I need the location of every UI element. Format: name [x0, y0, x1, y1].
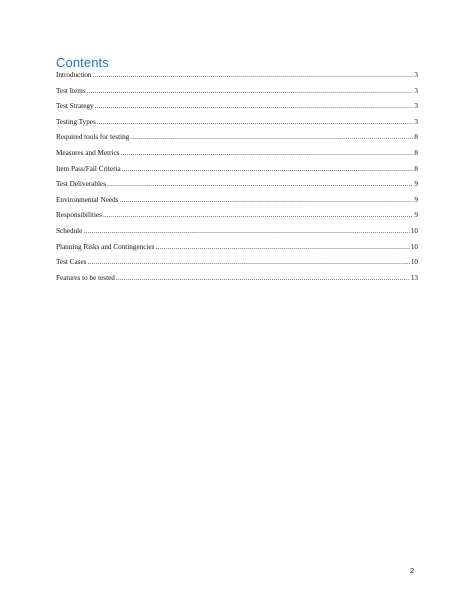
toc-entry-title: Test Strategy: [56, 102, 94, 111]
toc-entry-page: 3: [414, 102, 418, 111]
toc-dot-leader: [119, 196, 413, 204]
toc-dot-leader: [87, 87, 414, 95]
toc-entry-test-strategy[interactable]: [56, 102, 418, 118]
toc-entry-title: Environmental Needs: [56, 195, 119, 204]
toc-entry-title: Test Deliverables: [56, 180, 106, 189]
toc-dot-leader: [87, 258, 409, 266]
toc-entry-title: Testing Types: [56, 117, 96, 126]
toc-dot-leader: [107, 180, 413, 188]
toc-entry-page: 3: [414, 117, 418, 126]
toc-entry-title: Responsibilities: [56, 211, 102, 220]
toc-entry-page: 10: [410, 226, 418, 235]
toc-entry-page: 13: [410, 273, 418, 282]
toc-list: [56, 71, 418, 289]
toc-entry-page: 9: [414, 195, 418, 204]
toc-entry-title: Measures and Metrics: [56, 148, 120, 157]
toc-dot-leader: [103, 211, 413, 219]
toc-entry-page: 3: [414, 71, 418, 79]
toc-entry-page: 10: [410, 242, 418, 251]
toc-entry-title: Introduction: [56, 71, 92, 79]
toc-entry-page: 9: [414, 180, 418, 189]
toc-entry-planning-risks[interactable]: [56, 243, 418, 259]
toc-entry-page: 3: [414, 86, 418, 95]
toc-entry-title: Test Cases: [56, 258, 87, 267]
toc-heading: Contents: [56, 55, 109, 70]
toc-entry-page: 8: [414, 164, 418, 173]
toc-dot-leader: [95, 102, 414, 110]
toc-entry-testing-types[interactable]: [56, 118, 418, 134]
toc-dot-leader: [122, 165, 414, 173]
toc-entry-page: 9: [414, 211, 418, 220]
toc-entry-title: Schedule: [56, 226, 83, 235]
toc-dot-leader: [83, 227, 409, 235]
toc-entry-features-to-be-tested[interactable]: [56, 274, 418, 290]
toc-entry-required-tools[interactable]: [56, 133, 418, 149]
toc-entry-title: Required tools for testing: [56, 133, 130, 142]
toc-entry-test-deliverables[interactable]: [56, 180, 418, 196]
toc-entry-title: Test Items: [56, 86, 86, 95]
toc-entry-title: Features to be tested: [56, 273, 115, 282]
toc-entry-title: Planning Risks and Contingencies: [56, 242, 155, 251]
toc-entry-title: Item Pass/Fail Criteria: [56, 164, 121, 173]
toc-dot-leader: [120, 149, 413, 157]
toc-entry-page: 10: [410, 258, 418, 267]
toc-entry-introduction[interactable]: [56, 71, 418, 87]
toc-entry-measures-metrics[interactable]: [56, 149, 418, 165]
toc-entry-page: 8: [414, 133, 418, 142]
toc-entry-responsibilities[interactable]: [56, 211, 418, 227]
toc-dot-leader: [155, 243, 409, 251]
toc-entry-pass-fail-criteria[interactable]: [56, 165, 418, 181]
toc-dot-leader: [130, 133, 413, 141]
page-number: 2: [410, 566, 415, 575]
toc-dot-leader: [116, 274, 410, 282]
toc-entry-test-items[interactable]: [56, 87, 418, 103]
toc-entry-schedule[interactable]: [56, 227, 418, 243]
toc-dot-leader: [93, 71, 414, 79]
toc-entry-test-cases[interactable]: [56, 258, 418, 274]
toc-dot-leader: [97, 118, 414, 126]
toc-entry-page: 8: [414, 148, 418, 157]
toc-entry-environmental-needs[interactable]: [56, 196, 418, 212]
